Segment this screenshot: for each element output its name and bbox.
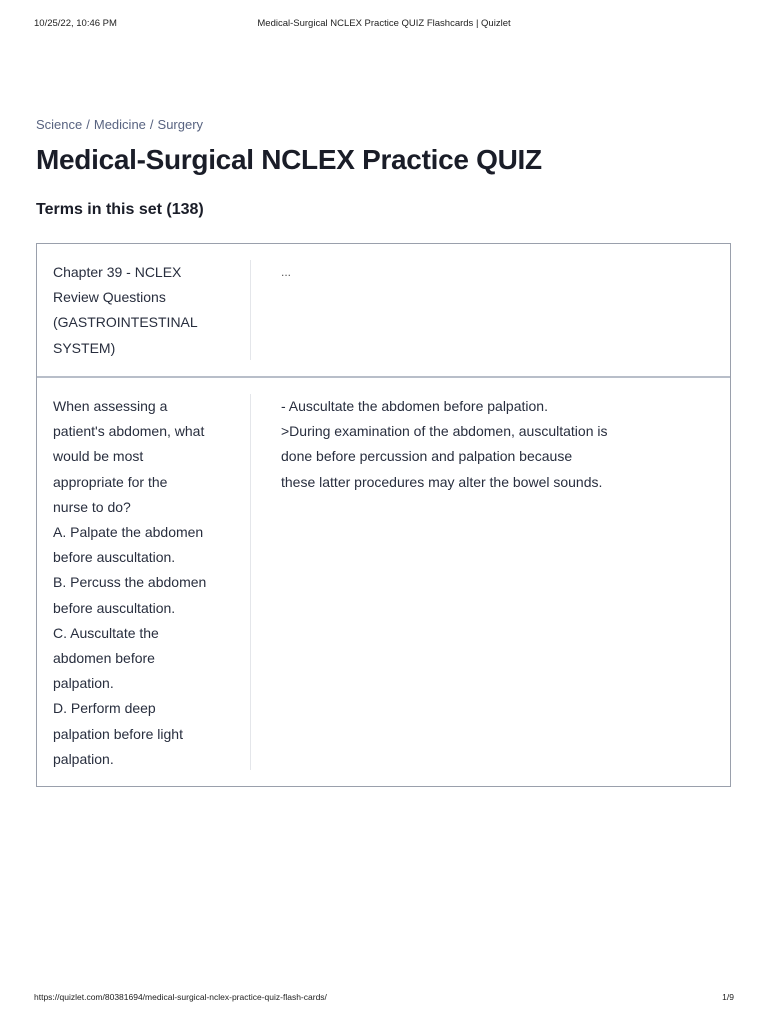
definition-text: ... <box>281 265 292 279</box>
breadcrumb-link-medicine[interactable]: Medicine <box>93 117 146 132</box>
term-text: Chapter 39 - NCLEX Review Questions (GASTROINTESTINAL SYSTEM) <box>53 260 251 360</box>
breadcrumb-separator: / <box>149 117 154 132</box>
page-number: 1/9 <box>722 992 734 1002</box>
breadcrumb-link-surgery[interactable]: Surgery <box>157 117 204 132</box>
print-footer <box>34 992 734 1004</box>
page-title: Medical-Surgical NCLEX Practice QUIZ <box>36 144 542 175</box>
term-text: When assessing a patient's abdomen, what would be most appropriate for the nurse to do? A. Palpate the abdomen before auscultation. B. Percuss the abdomen before auscultation. C. Auscultate the abdomen before palpation. D. Perform deep palpation before light palpation. <box>53 394 251 770</box>
terms-table <box>36 243 731 787</box>
breadcrumb-separator: / <box>86 117 90 132</box>
print-header <box>34 18 734 32</box>
print-timestamp: 10/25/22, 10:46 PM <box>34 18 117 29</box>
print-page-title: Medical-Surgical NCLEX Practice QUIZ Flashcards | Quizlet <box>257 18 511 29</box>
page-url-link[interactable]: https://quizlet.com/80381694/medical-surgical-nclex-practice-quiz-flash-cards/ <box>34 992 327 1002</box>
definition-text: - Auscultate the abdomen before palpation. >During examination of the abdomen, auscultation is done before percussion and palpation because these latter procedures may alter the bowel sounds. <box>281 398 608 490</box>
terms-count-heading: Terms in this set (138) <box>36 201 204 218</box>
term-card <box>37 376 730 786</box>
breadcrumb <box>36 117 203 132</box>
breadcrumb-link-science[interactable]: Science <box>36 117 83 132</box>
term-card <box>37 244 730 376</box>
